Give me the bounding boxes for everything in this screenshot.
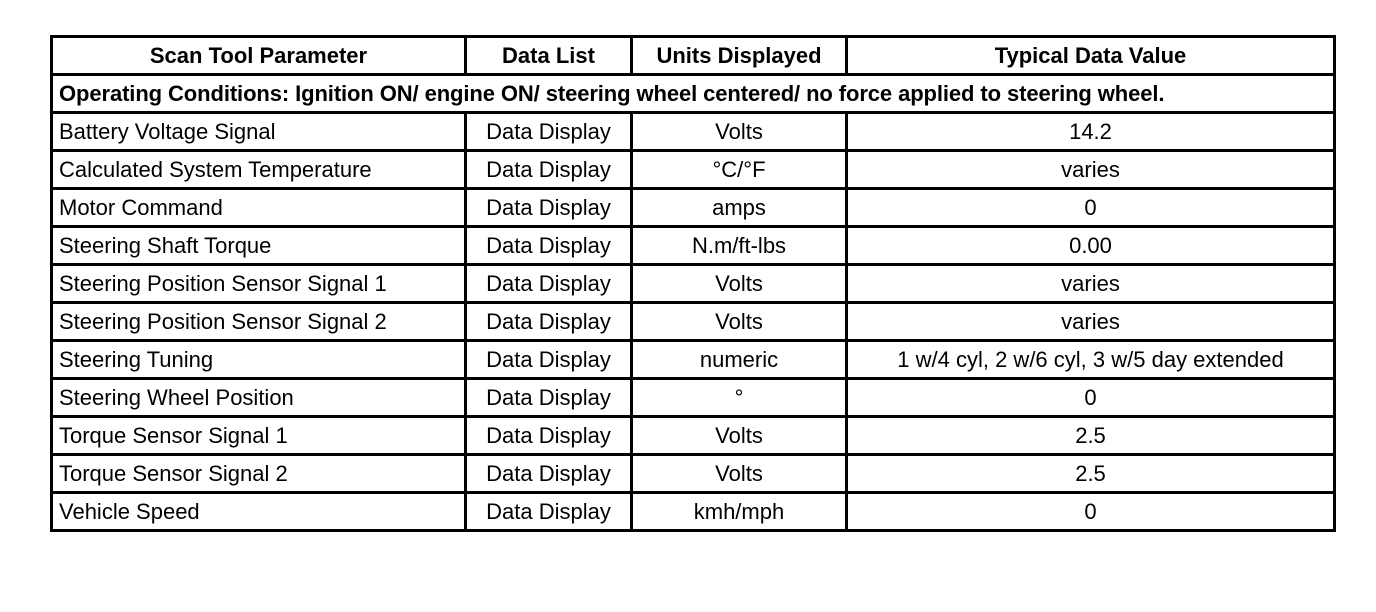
header-scan-tool-parameter: Scan Tool Parameter xyxy=(52,37,466,75)
parameter-cell: Torque Sensor Signal 1 xyxy=(52,417,466,455)
typical-value-cell: 0 xyxy=(847,493,1335,531)
header-data-list: Data List xyxy=(466,37,632,75)
units-cell: Volts xyxy=(632,455,847,493)
data-list-cell: Data Display xyxy=(466,493,632,531)
table-body xyxy=(52,75,1335,531)
parameter-cell: Motor Command xyxy=(52,189,466,227)
typical-value-cell: 2.5 xyxy=(847,417,1335,455)
header-row xyxy=(52,37,1335,75)
parameter-cell: Steering Shaft Torque xyxy=(52,227,466,265)
data-list-cell: Data Display xyxy=(466,227,632,265)
table-row xyxy=(52,189,1335,227)
table-row xyxy=(52,265,1335,303)
units-cell: Volts xyxy=(632,303,847,341)
data-list-cell: Data Display xyxy=(466,303,632,341)
parameter-cell: Steering Tuning xyxy=(52,341,466,379)
typical-value-cell: varies xyxy=(847,303,1335,341)
table-row xyxy=(52,151,1335,189)
parameter-cell: Battery Voltage Signal xyxy=(52,113,466,151)
units-cell: ° xyxy=(632,379,847,417)
table-row xyxy=(52,341,1335,379)
parameter-cell: Calculated System Temperature xyxy=(52,151,466,189)
typical-value-cell: varies xyxy=(847,151,1335,189)
units-cell: Volts xyxy=(632,113,847,151)
typical-value-cell: 2.5 xyxy=(847,455,1335,493)
typical-value-cell: 0 xyxy=(847,189,1335,227)
data-list-cell: Data Display xyxy=(466,417,632,455)
data-list-cell: Data Display xyxy=(466,151,632,189)
table-row xyxy=(52,455,1335,493)
units-cell: N.m/ft-lbs xyxy=(632,227,847,265)
typical-value-cell: 0.00 xyxy=(847,227,1335,265)
data-list-cell: Data Display xyxy=(466,455,632,493)
header-typical-data-value: Typical Data Value xyxy=(847,37,1335,75)
scan-tool-data-table xyxy=(50,35,1336,532)
table-row xyxy=(52,379,1335,417)
typical-value-cell: 1 w/4 cyl, 2 w/6 cyl, 3 w/5 day extended xyxy=(847,341,1335,379)
table-row xyxy=(52,303,1335,341)
units-cell: °C/°F xyxy=(632,151,847,189)
typical-value-cell: varies xyxy=(847,265,1335,303)
typical-value-cell: 14.2 xyxy=(847,113,1335,151)
table-row xyxy=(52,493,1335,531)
parameter-cell: Steering Position Sensor Signal 2 xyxy=(52,303,466,341)
units-cell: amps xyxy=(632,189,847,227)
header-units-displayed: Units Displayed xyxy=(632,37,847,75)
units-cell: Volts xyxy=(632,265,847,303)
parameter-cell: Steering Position Sensor Signal 1 xyxy=(52,265,466,303)
data-list-cell: Data Display xyxy=(466,265,632,303)
data-list-cell: Data Display xyxy=(466,341,632,379)
operating-conditions-text: Operating Conditions: Ignition ON/ engine ON/ steering wheel centered/ no force applied to steering wheel. xyxy=(52,75,1335,113)
parameter-cell: Steering Wheel Position xyxy=(52,379,466,417)
operating-conditions-row xyxy=(52,75,1335,113)
units-cell: numeric xyxy=(632,341,847,379)
table-row xyxy=(52,417,1335,455)
data-list-cell: Data Display xyxy=(466,189,632,227)
typical-value-cell: 0 xyxy=(847,379,1335,417)
table-row xyxy=(52,227,1335,265)
parameter-cell: Vehicle Speed xyxy=(52,493,466,531)
units-cell: kmh/mph xyxy=(632,493,847,531)
data-list-cell: Data Display xyxy=(466,113,632,151)
data-list-cell: Data Display xyxy=(466,379,632,417)
parameter-cell: Torque Sensor Signal 2 xyxy=(52,455,466,493)
units-cell: Volts xyxy=(632,417,847,455)
table-row xyxy=(52,113,1335,151)
